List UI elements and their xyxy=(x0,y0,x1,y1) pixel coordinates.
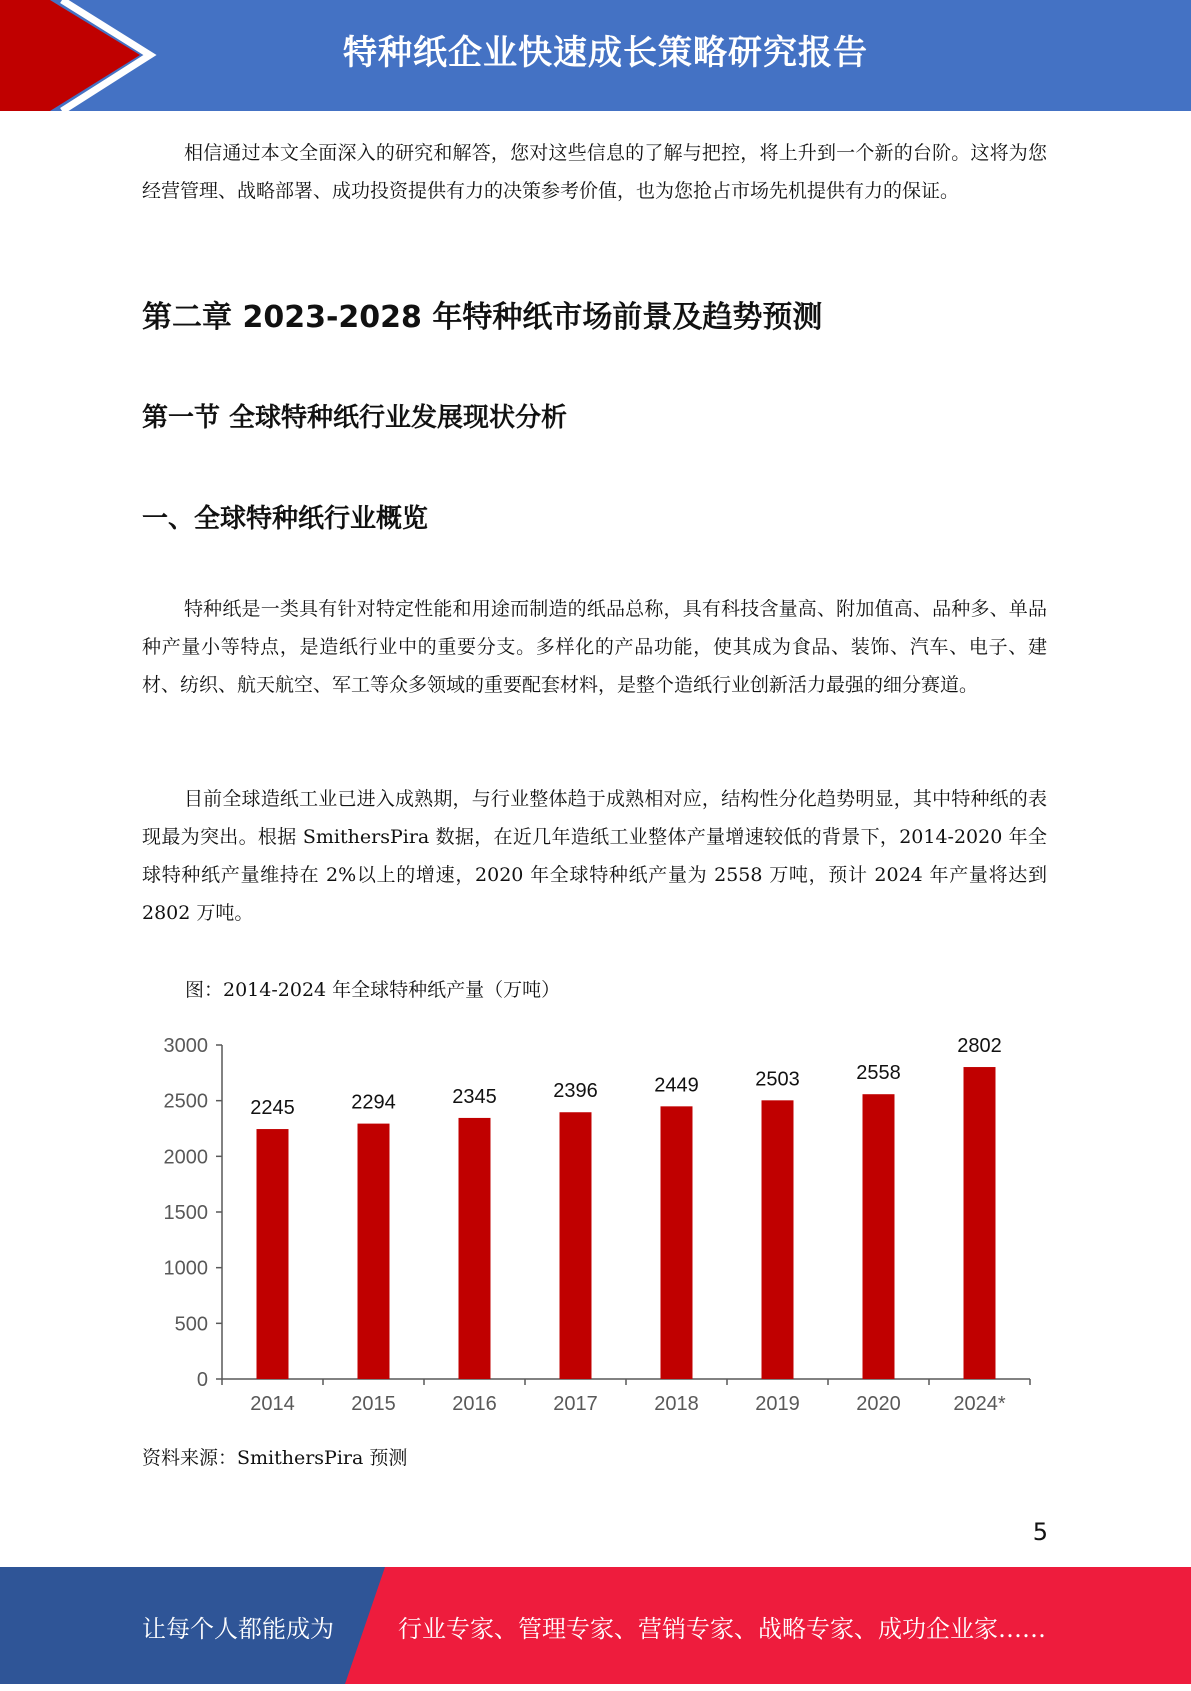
data-label: 2802 xyxy=(957,1035,1002,1058)
header-title: 特种纸企业快速成长策略研究报告 xyxy=(343,33,868,73)
y-tick-label: 0 xyxy=(196,1369,208,1391)
page-header xyxy=(0,0,1191,111)
y-tick-label: 2000 xyxy=(163,1146,208,1169)
data-label: 2396 xyxy=(553,1080,598,1103)
intro-paragraph: 相信通过本文全面深入的研究和解答，您对这些信息的了解与把控，将上升到一个新的台阶。这将为您经营管理、战略部署、成功投资提供有力的决策参考价值，也为您抢占市场先机提供有力的保证。 xyxy=(142,142,1047,202)
footer-slogan-left: 让每个人都能成为 xyxy=(142,1615,334,1643)
bar xyxy=(257,1129,289,1379)
data-label: 2345 xyxy=(452,1085,497,1108)
x-tick-label: 2017 xyxy=(553,1393,598,1415)
bar xyxy=(964,1067,996,1379)
x-tick-label: 2018 xyxy=(654,1393,699,1415)
data-label: 2503 xyxy=(755,1068,800,1091)
data-label: 2558 xyxy=(856,1062,901,1085)
chapter-title: 第二章 2023-2028 年特种纸市场前景及趋势预测 xyxy=(142,300,823,335)
page-number: 5 xyxy=(1032,1518,1048,1546)
y-tick-label: 1500 xyxy=(163,1202,208,1224)
body-paragraph-1: 特种纸是一类具有针对特定性能和用途而制造的纸品总称，具有科技含量高、附加值高、品种多、单品种产量小等特点，是造纸行业中的重要分支。多样化的产品功能，使其成为食品、装饰、汽车、电子、建材、纺织、航天航空、军工等众多领域的重要配套材料，是整个造纸行业创新活力最强的细分赛道。 xyxy=(142,598,1047,696)
y-tick-label: 3000 xyxy=(163,1035,208,1057)
data-label: 2449 xyxy=(654,1074,699,1097)
y-tick-label: 1000 xyxy=(163,1257,208,1280)
footer-slogan-right: 行业专家、管理专家、营销专家、战略专家、成功企业家…… xyxy=(398,1615,1046,1643)
x-tick-label: 2019 xyxy=(755,1393,800,1415)
body-paragraph-2: 目前全球造纸工业已进入成熟期，与行业整体趋于成熟相对应，结构性分化趋势明显，其中特种纸的表现最为突出。根据 SmithersPira 数据，在近几年造纸工业整体产量增速较低的背景下，2014-2020 年全球特种纸产量维持在 2%以上的增速，2020 年全球特种纸产量为 2558 万吨，预计 2024 年产量将达到 2802 万吨。 xyxy=(142,788,1047,924)
y-tick-label: 2500 xyxy=(163,1090,208,1113)
bar xyxy=(661,1106,693,1379)
subsection-title: 一、全球特种纸行业概览 xyxy=(142,504,429,534)
x-tick-label: 2020 xyxy=(856,1393,901,1415)
page-footer xyxy=(0,1567,1191,1684)
x-tick-label: 2024* xyxy=(953,1393,1006,1415)
bar-chart xyxy=(142,1025,1047,1425)
bar xyxy=(358,1124,390,1379)
data-label: 2294 xyxy=(351,1091,396,1114)
data-label: 2245 xyxy=(250,1097,295,1120)
source-note: 资料来源：SmithersPira 预测 xyxy=(142,1447,408,1469)
bar xyxy=(863,1094,895,1379)
x-tick-label: 2016 xyxy=(452,1393,497,1415)
x-tick-label: 2014 xyxy=(250,1393,295,1415)
x-tick-label: 2015 xyxy=(351,1393,396,1415)
figure-caption: 图：2014-2024 年全球特种纸产量（万吨） xyxy=(185,979,561,1001)
y-tick-label: 500 xyxy=(174,1313,208,1336)
section-title: 第一节 全球特种纸行业发展现状分析 xyxy=(142,403,568,433)
bar xyxy=(560,1112,592,1379)
bar xyxy=(762,1100,794,1379)
bar xyxy=(459,1118,491,1379)
